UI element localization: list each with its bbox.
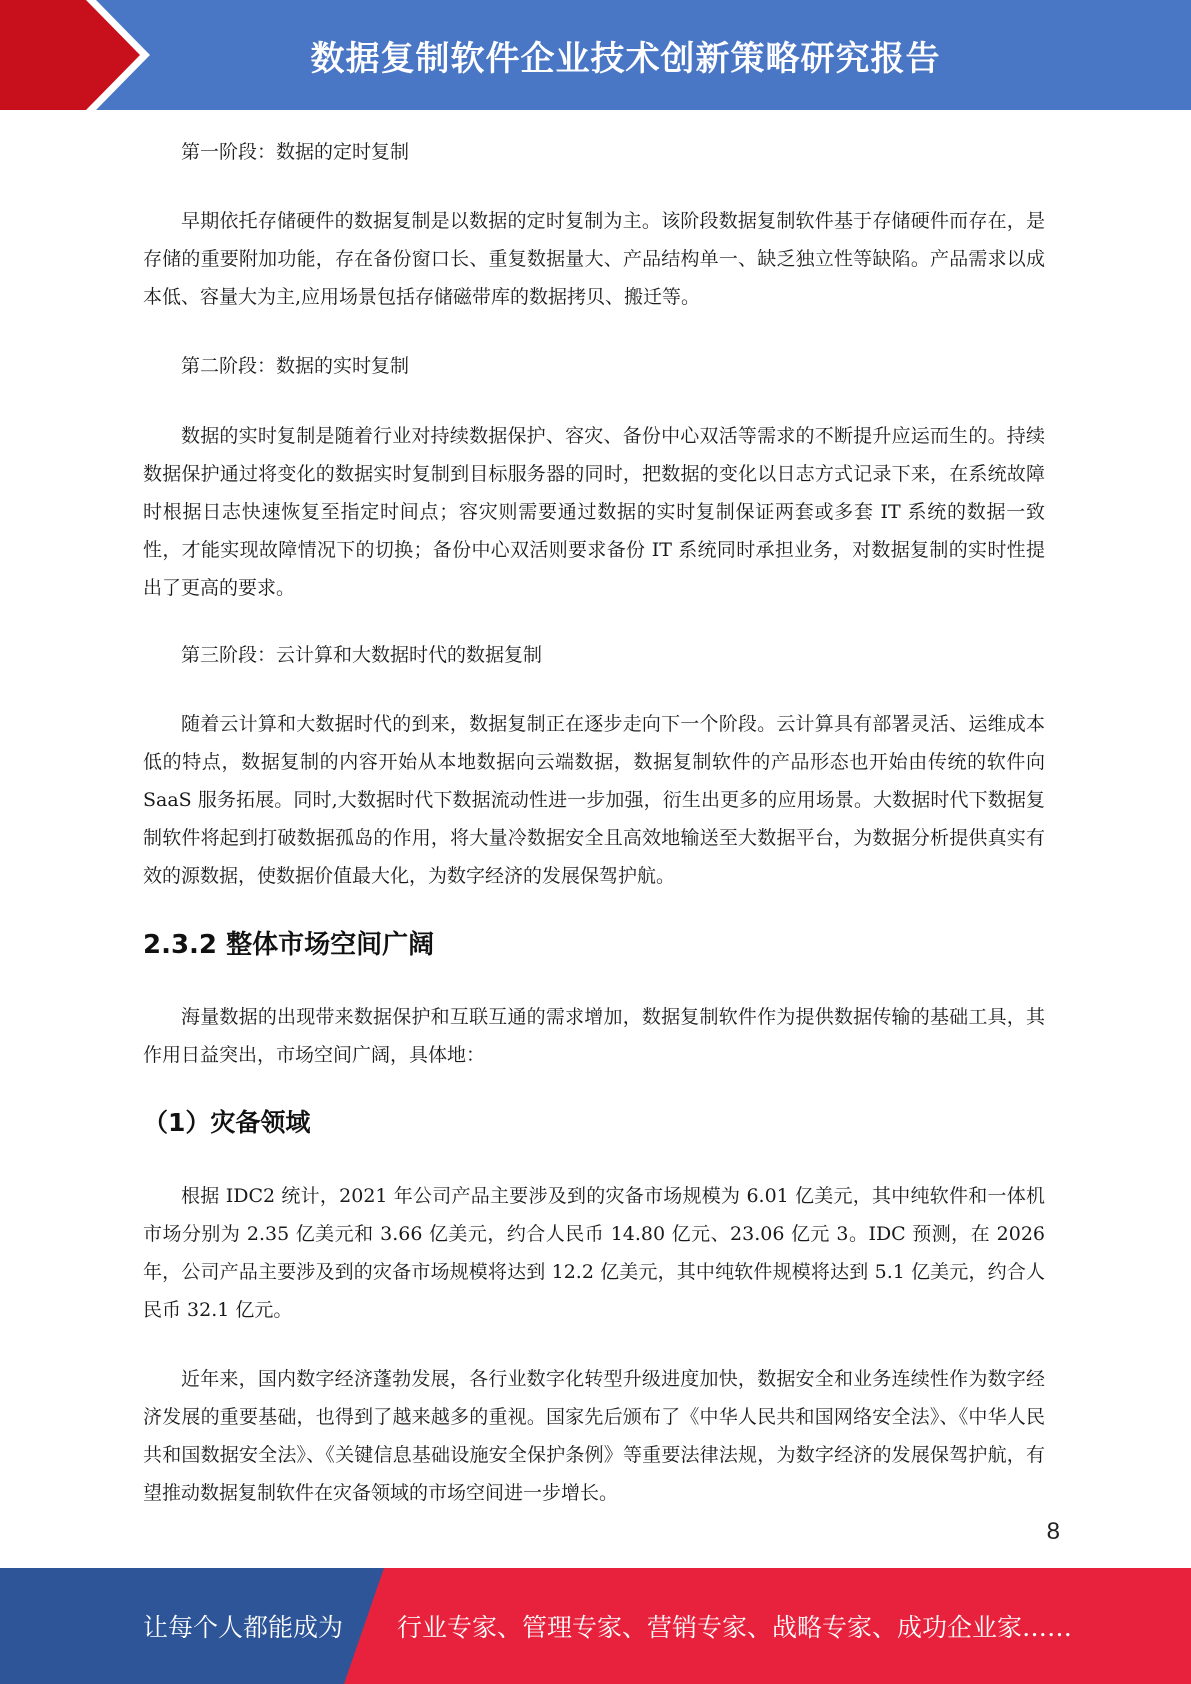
idc-paragraph: 根据 IDC2 统计，2021 年公司产品主要涉及到的灾备市场规模为 6.01 亿美元，其中纯软件和一体机市场分别为 2.35 亿美元和 3.66 亿美元，约合人民币 14.80 亿元、23.06 亿元 3。IDC 预测，在 2026 年，公司产品主要涉及到的灾备市场规模将达到 12.2 亿美元，其中纯软件规模将达到 5.1 亿美元，约合人民币 32.1 亿元。 xyxy=(143,1185,1045,1321)
page-number: 8 xyxy=(1046,1518,1060,1545)
section-paragraph: 海量数据的出现带来数据保护和互联互通的需求增加，数据复制软件作为提供数据传输的基础工具，其作用日益突出，市场空间广阔，具体地： xyxy=(143,1006,1045,1066)
stage1-title: 第一阶段：数据的定时复制 xyxy=(181,141,410,163)
stage3-paragraph: 随着云计算和大数据时代的到来，数据复制正在逐步走向下一个阶段。云计算具有部署灵活、运维成本低的特点，数据复制的内容开始从本地数据向云端数据，数据复制软件的产品形态也开始由传统的软件向 SaaS 服务拓展。同时,大数据时代下数据流动性进一步加强，衍生出更多的应用场景。大数据时代下数据复制软件将起到打破数据孤岛的作用，将大量冷数据安全且高效地输送至大数据平台，为数据分析提供真实有效的源数据，使数据价值最大化，为数字经济的发展保驾护航。 xyxy=(143,713,1045,887)
section-heading: 2.3.2 整体市场空间广阔 xyxy=(143,930,435,960)
policy-paragraph: 近年来，国内数字经济蓬勃发展，各行业数字化转型升级进度加快，数据安全和业务连续性作为数字经济发展的重要基础，也得到了越来越多的重视。国家先后颁布了《中华人民共和国网络安全法》、《中华人民共和国数据安全法》、《关键信息基础设施安全保护条例》等重要法律法规，为数字经济的发展保驾护航，有望推动数据复制软件在灾备领域的市场空间进一步增长。 xyxy=(143,1368,1045,1504)
report-title: 数据复制软件企业技术创新策略研究报告 xyxy=(310,38,941,79)
header-chevron-decoration xyxy=(0,0,170,110)
footer-slogan-left: 让每个人都能成为 xyxy=(143,1613,344,1642)
stage3-title: 第三阶段：云计算和大数据时代的数据复制 xyxy=(181,644,543,666)
stage2-paragraph: 数据的实时复制是随着行业对持续数据保护、容灾、备份中心双活等需求的不断提升应运而生的。持续数据保护通过将变化的数据实时复制到目标服务器的同时，把数据的变化以日志方式记录下来，在系统故障时根据日志快速恢复至指定时间点；容灾则需要通过数据的实时复制保证两套或多套 IT 系统的数据一致性，才能实现故障情况下的切换；备份中心双活则要求备份 IT 系统同时承担业务，对数据复制的实时性提出了更高的要求。 xyxy=(143,425,1045,599)
footer-slogan-right: 行业专家、管理专家、营销专家、战略专家、成功企业家…… xyxy=(397,1613,1073,1642)
page-header xyxy=(0,0,1191,110)
stage1-paragraph: 早期依托存储硬件的数据复制是以数据的定时复制为主。该阶段数据复制软件基于存储硬件而存在，是存储的重要附加功能，存在备份窗口长、重复数据量大、产品结构单一、缺乏独立性等缺陷。产品需求以成本低、容量大为主,应用场景包括存储磁带库的数据拷贝、搬迁等。 xyxy=(143,210,1045,308)
stage2-title: 第二阶段：数据的实时复制 xyxy=(181,355,410,377)
page-footer xyxy=(0,1568,1191,1684)
subsection-heading: （1）灾备领域 xyxy=(143,1108,311,1137)
